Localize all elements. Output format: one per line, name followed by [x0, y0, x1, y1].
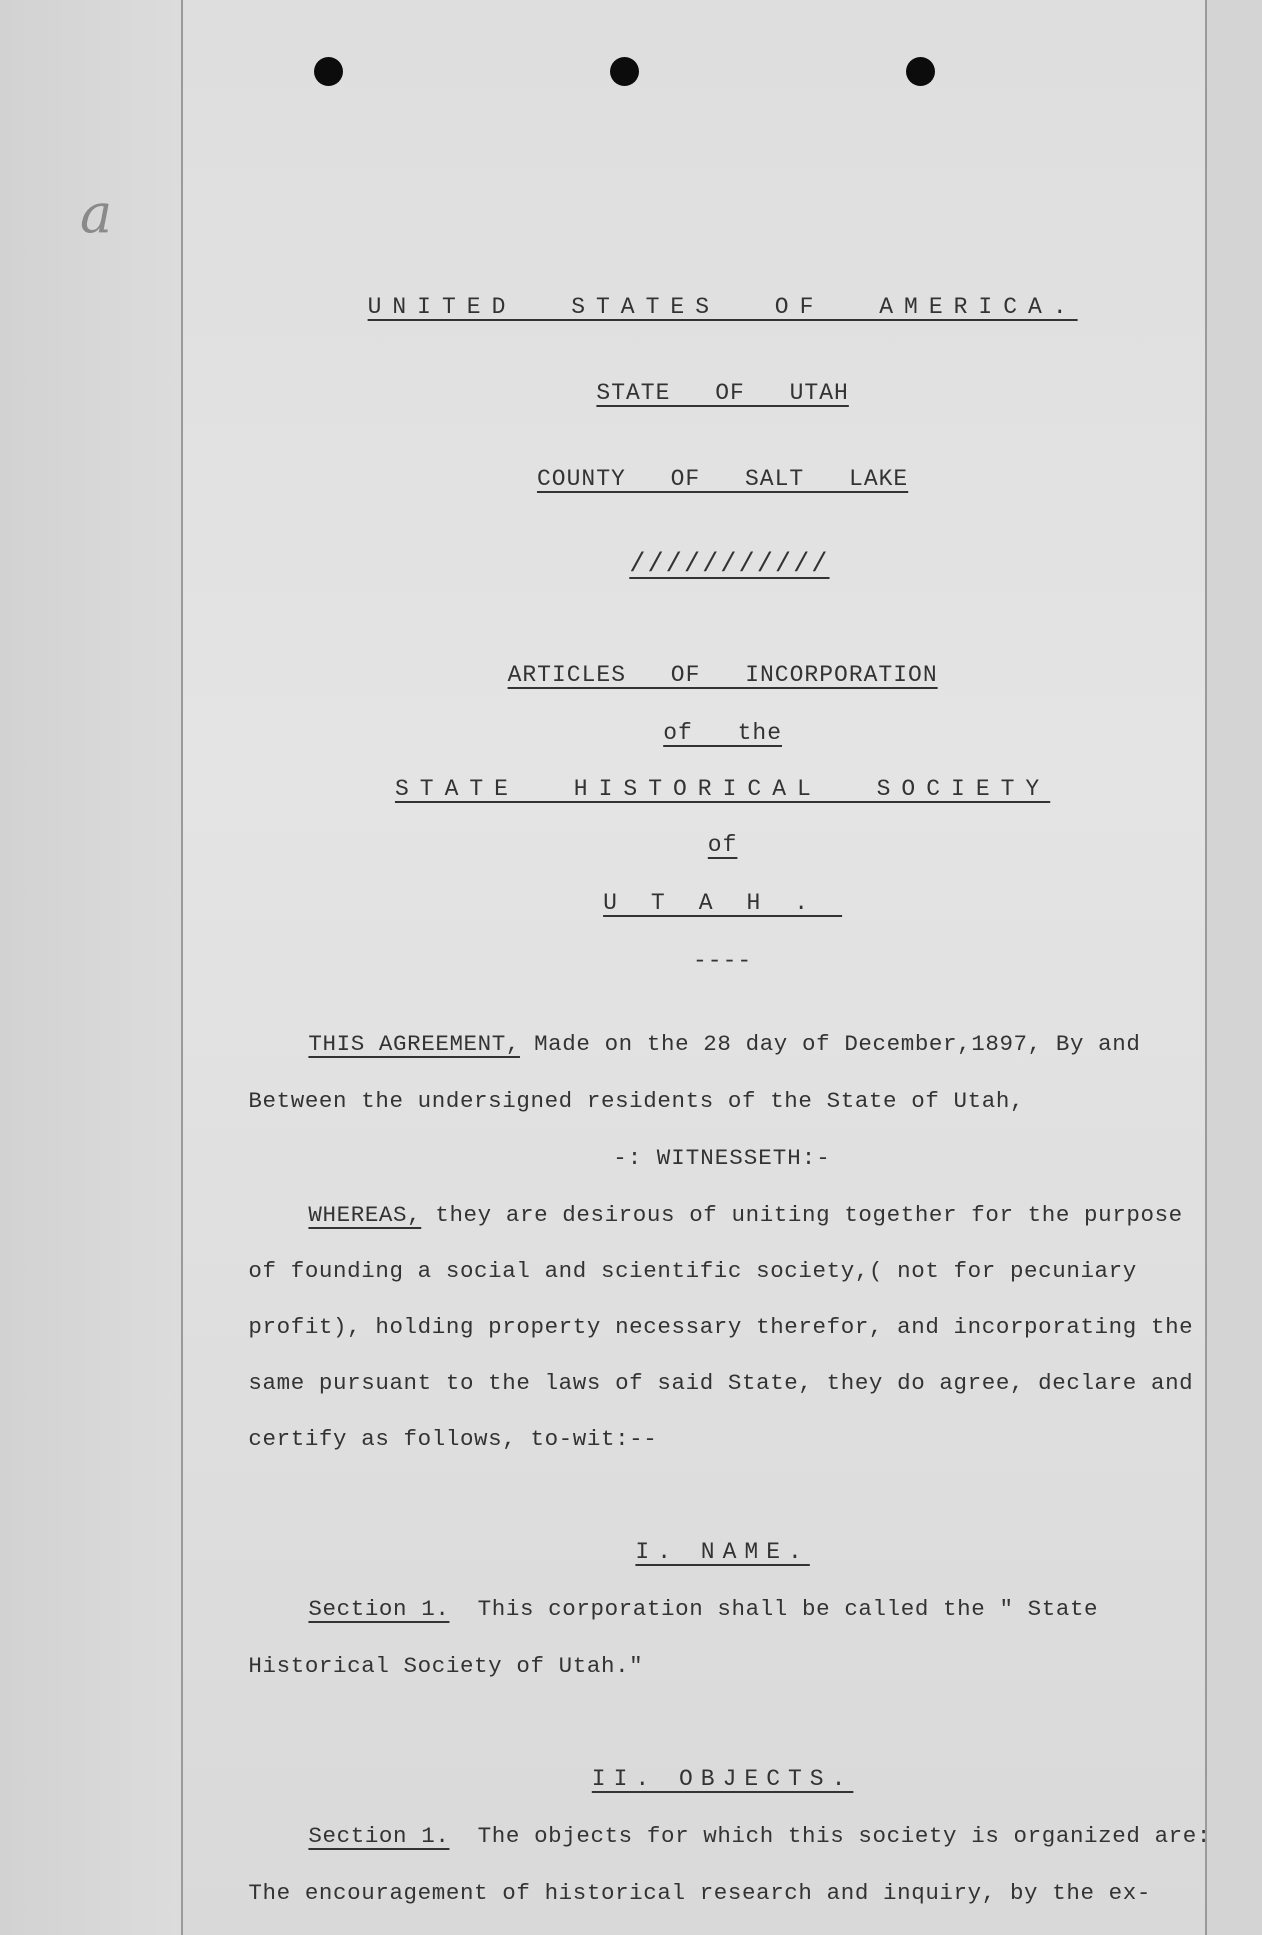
section-objects-line-1-text: The objects for which this society is organized are:: [449, 1823, 1211, 1849]
header-state: [181, 354, 1205, 432]
header-county: [181, 440, 1205, 518]
whereas-line-4-text: same pursuant to the laws of said State, they do agree, declare and: [248, 1370, 1194, 1396]
title-society-text: STATE HISTORICAL SOCIETY: [394, 776, 1051, 802]
title-utah-text: UTAH.: [603, 890, 843, 916]
section-objects-label: Section 1.: [308, 1823, 450, 1849]
header-country-text: UNITED STATES OF AMERICA.: [367, 294, 1078, 320]
section-name-label: Section 1.: [308, 1596, 450, 1622]
punch-hole-right: [906, 57, 935, 86]
agreement-lead: THIS AGREEMENT,: [308, 1031, 520, 1057]
whereas-line-2-text: of founding a social and scientific society,( not for pecuniary: [248, 1258, 1137, 1284]
section-name-line-2-text: Historical Society of Utah.": [248, 1653, 644, 1679]
section-objects-heading-text: II. OBJECTS.: [591, 1766, 854, 1792]
agreement-line-2-text: Between the undersigned residents of the State of Utah,: [248, 1088, 1025, 1114]
whereas-line-1-text: they are desirous of uniting together for the purpose: [421, 1202, 1183, 1228]
header-divider: [181, 520, 1205, 610]
section-objects-line-2-text: The encouragement of historical research and inquiry, by the ex-: [248, 1880, 1151, 1906]
title-rule-text: ----: [693, 948, 753, 974]
title-rule: [181, 922, 1205, 1000]
right-margin-rule: [1205, 0, 1207, 1935]
whereas-line-3-text: profit), holding property necessary therefor, and incorporating the: [248, 1314, 1194, 1340]
section-name-line-2: [192, 1627, 643, 1705]
whereas-lead: WHEREAS,: [308, 1202, 422, 1228]
header-state-text: STATE OF UTAH: [596, 380, 849, 406]
left-margin-strip: [0, 0, 181, 1935]
witnesseth-text: -: WITNESSETH:-: [613, 1145, 831, 1171]
punch-hole-left: [314, 57, 343, 86]
agreement-line-1-text: Made on the 28 day of December,1897, By and: [519, 1031, 1141, 1057]
whereas-line-5: [192, 1400, 657, 1478]
handwritten-margin-note: a: [80, 182, 113, 245]
title-articles-text: ARTICLES OF INCORPORATION: [507, 662, 938, 688]
section-name-heading-text: I. NAME.: [635, 1539, 810, 1565]
title-of-text: of: [707, 832, 738, 858]
right-margin-strip: [1207, 0, 1262, 1935]
whereas-line-5-text: certify as follows, to-wit:--: [248, 1426, 658, 1452]
punch-hole-center: [610, 57, 639, 86]
title-of-the-text: of the: [663, 720, 783, 746]
section-objects-line-2: [192, 1854, 1151, 1932]
header-country: [181, 268, 1205, 346]
header-county-text: COUNTY OF SALT LAKE: [536, 466, 909, 492]
section-name-line-1-text: This corporation shall be called the " State: [449, 1596, 1099, 1622]
header-divider-text: ///////////: [629, 550, 830, 580]
